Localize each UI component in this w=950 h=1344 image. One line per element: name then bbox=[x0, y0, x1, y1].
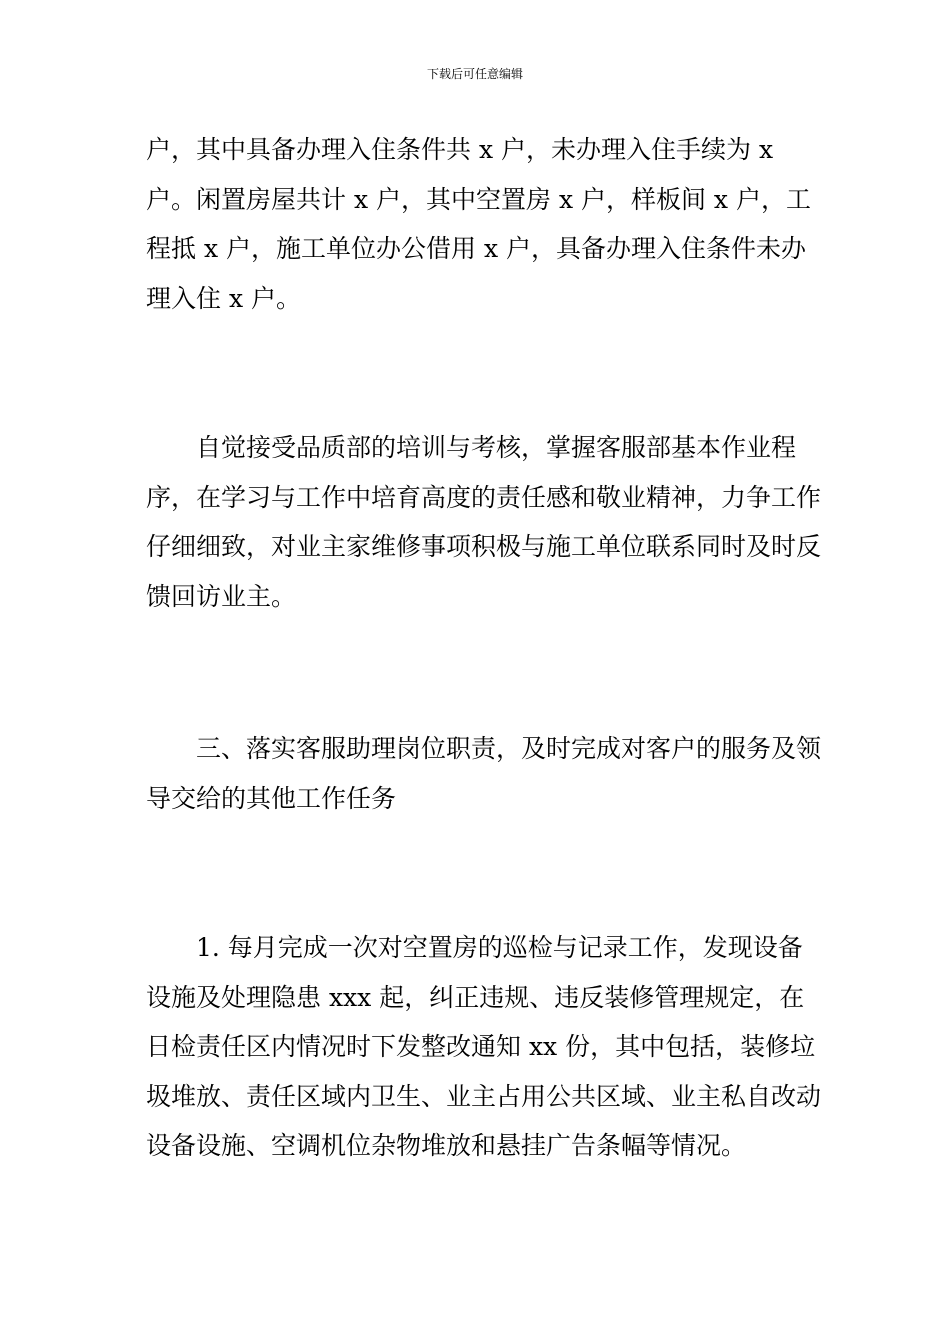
section-heading-duties: 三、落实客服助理岗位职责，及时完成对客户的服务及领导交给的其他工作任务 bbox=[146, 734, 822, 813]
paragraph-households: 户，其中具备办理入住条件共 x 户，未办理入住手续为 x 户。闲置房屋共计 x 户，其中空置房 x 户，样板间 x 户，工程抵 x 户，施工单位办公借用 x 户，具备办理入住条件未办理入住 x 户。 bbox=[146, 135, 811, 313]
paragraph-training: 自觉接受品质部的培训与考核，掌握客服部基本作业程序，在学习与工作中培育高度的责任感和敬业精神，力争工作仔细细致，对业主家维修事项积极与施工单位联系同时及时反馈回访业主。 bbox=[146, 433, 822, 611]
page-header: 下载后可任意编辑 bbox=[426, 67, 523, 81]
paragraph-inspection: 1. 每月完成一次对空置房的巡检与记录工作，发现设备设施及处理隐患 xxx 起，纠正违规、违反装修管理规定，在日检责任区内情况时下发整改通知 xx 份，其中包括，装修垃圾堆放、责任区域内卫生、业主占用公共区域、业主私自改动设备设施、空调机位杂物堆放和悬挂广告条幅等情况。 bbox=[146, 933, 822, 1160]
